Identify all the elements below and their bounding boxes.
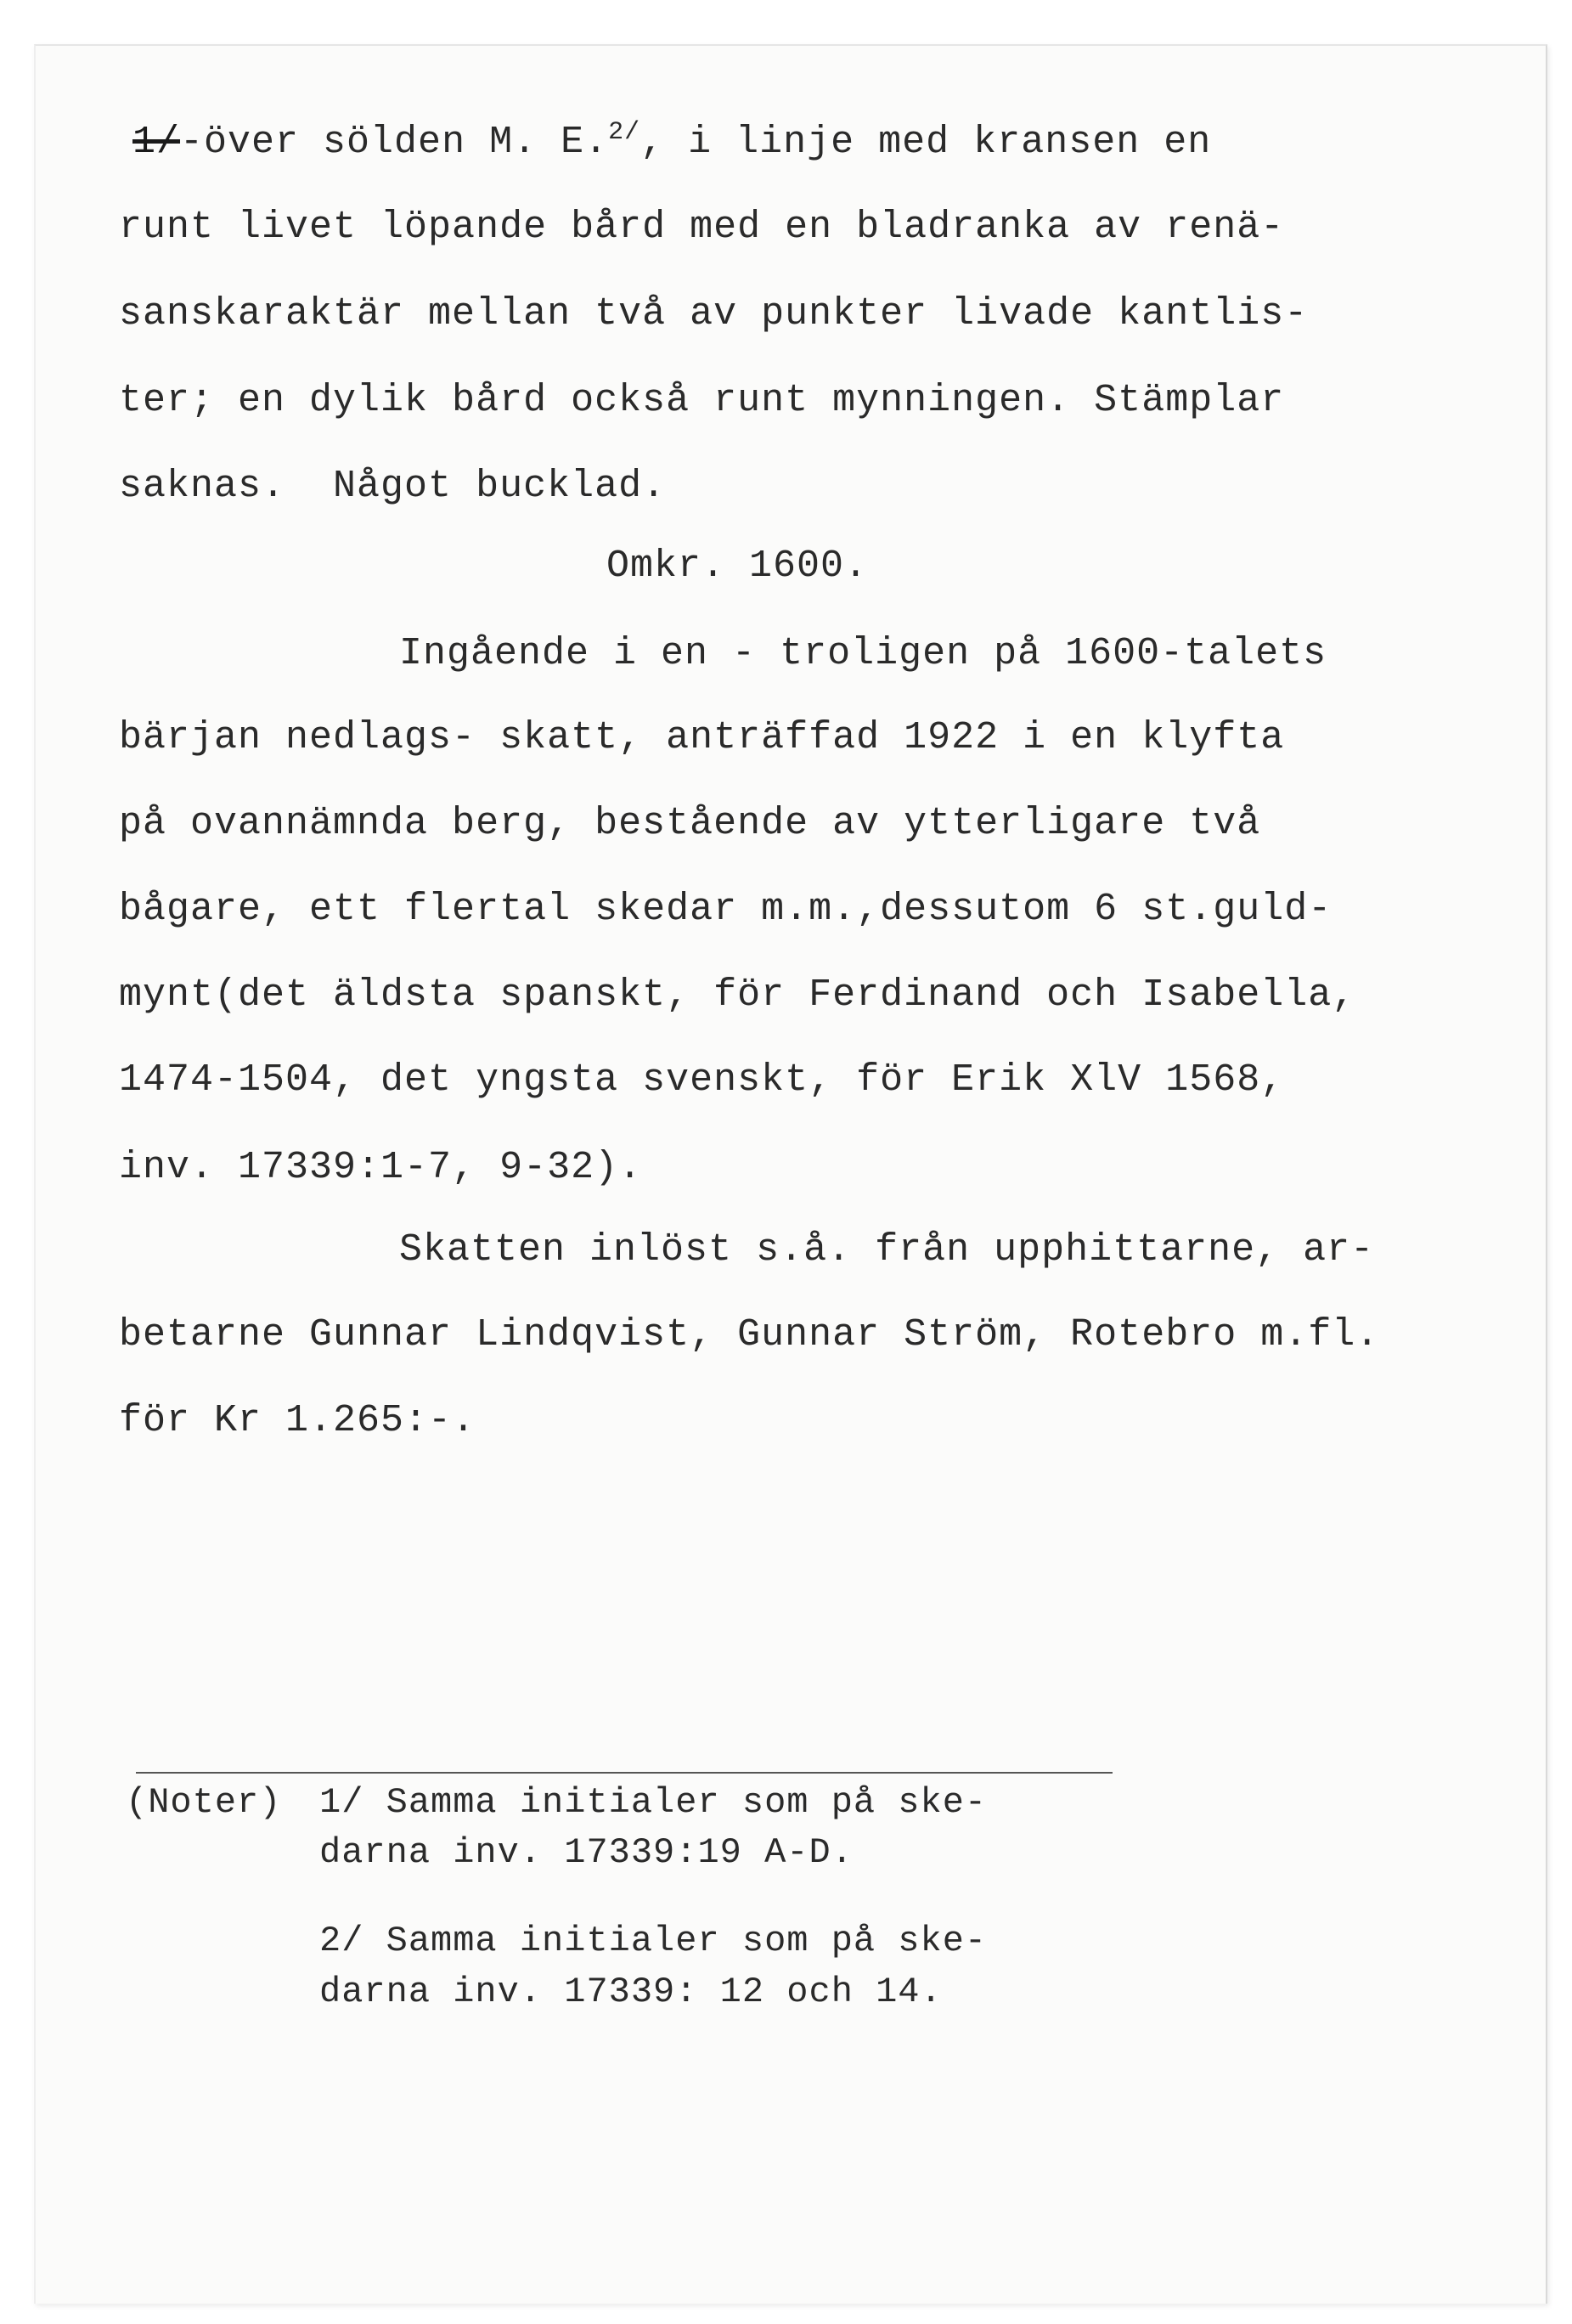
text-line-10: bågare, ett flertal skedar m.m.,dessutom 6 st.guld- [119,888,1333,931]
text-line-11: mynt(det äldsta spanskt, för Ferdinand och Isabella, [119,973,1356,1017]
text-line-5: saknas. Något bucklad. [119,465,667,508]
text-line-12: 1474-1504, det yngsta svenskt, för Erik XlV 1568, [119,1058,1285,1102]
text-line-1-rest: , i linje med kransen en [640,121,1212,164]
notes-label: (Noter) [126,1782,282,1823]
note-2-line-1: 2/ Samma initialer som på ske- [319,1921,988,1961]
text-line-8: bärjan nedlags- skatt, anträffad 1922 i en klyfta [119,716,1285,759]
date-line: Omkr. 1600. [606,544,869,588]
text-line-9: på ovannämnda berg, bestående av ytterligare två [119,802,1261,845]
text-line-16: för Kr 1.265:-. [119,1399,476,1442]
text-line-3: sanskaraktär mellan två av punkter livade kantlis- [119,292,1309,336]
text-line-1-main: -över sölden M. E. [180,121,609,164]
footnote-superscript: 2/ [608,118,641,147]
note-1-line-2: darna inv. 17339:19 A-D. [319,1832,854,1873]
text-line-14: Skatten inlöst s.å. från upphittarne, ar- [399,1228,1375,1272]
text-line-13: inv. 17339:1-7, 9-32). [119,1146,643,1189]
notes-divider [136,1772,1113,1774]
text-line-1 [132,118,1212,167]
struck-note-marker: 1/ [132,121,181,164]
text-line-2: runt livet löpande bård med en bladranka av renä- [119,206,1285,249]
note-2-line-2: darna inv. 17339: 12 och 14. [319,1971,943,2012]
text-line-7: Ingående i en - troligen på 1600-talets [399,632,1327,675]
note-1-line-1: 1/ Samma initialer som på ske- [319,1782,988,1823]
text-line-4: ter; en dylik bård också runt mynningen. Stämplar [119,379,1285,422]
text-line-15: betarne Gunnar Lindqvist, Gunnar Ström, Rotebro m.fl. [119,1313,1380,1357]
